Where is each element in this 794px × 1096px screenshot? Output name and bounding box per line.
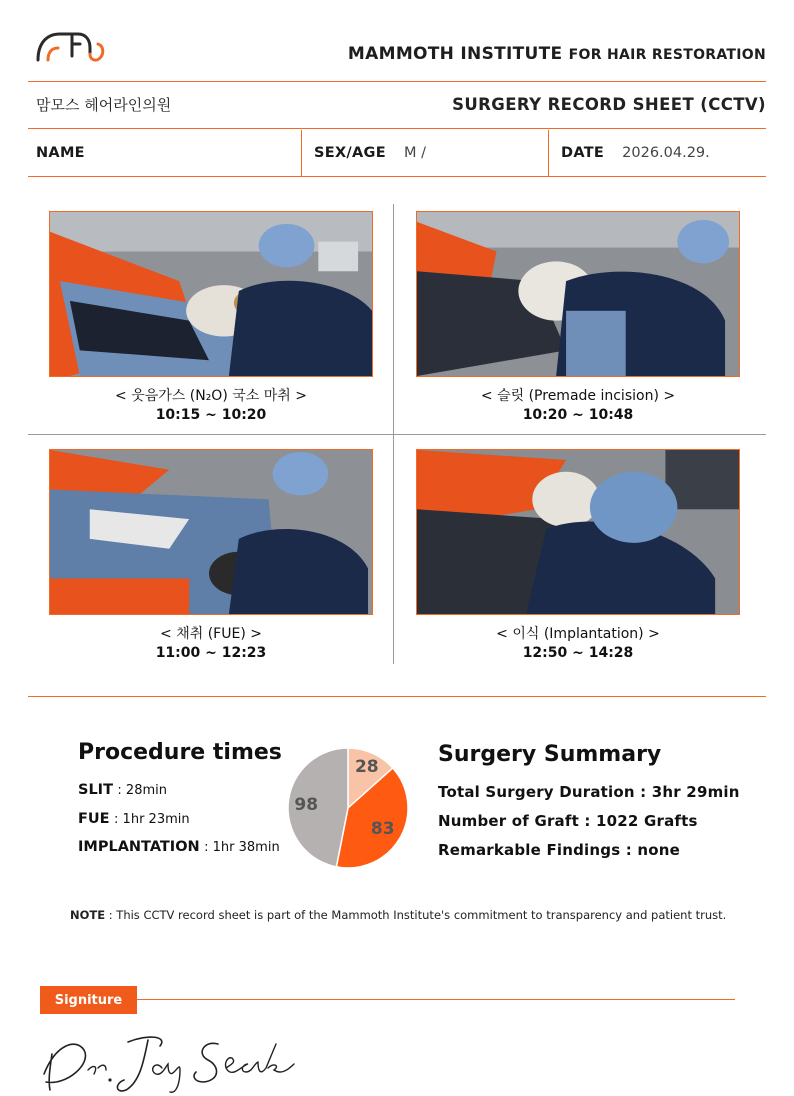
- summary-line: Number of Graft : 1022 Grafts: [438, 812, 698, 830]
- photo-caption-time: 10:20 ~ 10:48: [522, 407, 634, 423]
- summary-line: Remarkable Findings : none: [438, 841, 681, 859]
- mammoth-logo-icon: [34, 26, 108, 66]
- procedure-time-value: : 1hr 38min: [204, 840, 280, 855]
- sex-age-cell: [302, 130, 549, 176]
- note: [70, 908, 726, 922]
- signature-line: [137, 999, 735, 1000]
- photo-caption-title: < 웃음가스 (N₂O) 국소 마취 >: [115, 388, 307, 404]
- patient-info-row: [28, 130, 766, 176]
- divider: [28, 696, 766, 697]
- date-cell: [549, 130, 766, 176]
- procedure-time-label: SLIT: [78, 782, 113, 798]
- surgery-summary-title: Surgery Summary: [438, 742, 662, 767]
- procedure-time-value: : 28min: [117, 783, 167, 798]
- divider: [28, 176, 766, 177]
- cctv-photo-implantation: [416, 449, 740, 615]
- note-text: : This CCTV record sheet is part of the Mammoth Institute's commitment to transparency and patient trust.: [105, 908, 727, 922]
- photo-caption: [49, 387, 373, 425]
- brand-main: MAMMOTH INSTITUTE: [347, 44, 563, 64]
- photo-caption-title: < 슬릿 (Premade incision) >: [480, 388, 676, 404]
- photo-caption-time: 10:15 ~ 10:20: [155, 407, 267, 423]
- pie-data-label: 28: [354, 757, 379, 778]
- date-value: 2026.04.29.: [622, 145, 710, 161]
- procedure-times-pie-chart: [286, 746, 410, 870]
- procedure-time-value: : 1hr 23min: [114, 812, 190, 827]
- procedure-time-label: IMPLANTATION: [78, 839, 200, 855]
- date-label: DATE: [561, 145, 605, 161]
- note-label: NOTE: [70, 908, 106, 922]
- photo-caption-title: < 채취 (FUE) >: [160, 626, 262, 642]
- procedure-time-label: FUE: [78, 811, 110, 827]
- photo-caption: [416, 625, 740, 663]
- pie-data-label: 98: [294, 794, 319, 815]
- brand-title: [348, 44, 766, 64]
- sex-age-label: SEX/AGE: [314, 145, 386, 161]
- brand-sub: FOR HAIR RESTORATION: [568, 47, 766, 63]
- clinic-name: 맘모스 헤어라인의원: [36, 96, 172, 114]
- summary-line: Total Surgery Duration : 3hr 29min: [438, 783, 740, 801]
- pie-data-label: 83: [370, 818, 395, 839]
- sex-age-value: M /: [403, 145, 426, 161]
- photo-caption: [416, 387, 740, 425]
- procedure-times-title: Procedure times: [78, 740, 282, 765]
- grid-divider-horizontal: [28, 434, 766, 435]
- cctv-photo-fue: [49, 449, 373, 615]
- photo-caption-time: 12:50 ~ 14:28: [522, 645, 634, 661]
- divider: [28, 81, 766, 82]
- photo-caption-time: 11:00 ~ 12:23: [155, 645, 267, 661]
- procedure-time-item: [78, 839, 280, 855]
- procedure-time-item: [78, 811, 190, 827]
- handwritten-signature: [36, 1024, 306, 1096]
- procedure-time-item: [78, 782, 167, 798]
- signature-badge: Signiture: [40, 986, 137, 1014]
- photo-caption: [49, 625, 373, 663]
- sheet-title: SURGERY RECORD SHEET (CCTV): [452, 95, 766, 114]
- cctv-photo-anesthesia: [49, 211, 373, 377]
- name-label: NAME: [36, 145, 85, 161]
- name-cell: [28, 130, 302, 176]
- cctv-photo-slit: [416, 211, 740, 377]
- photo-caption-title: < 이식 (Implantation) >: [496, 626, 660, 642]
- divider: [28, 128, 766, 129]
